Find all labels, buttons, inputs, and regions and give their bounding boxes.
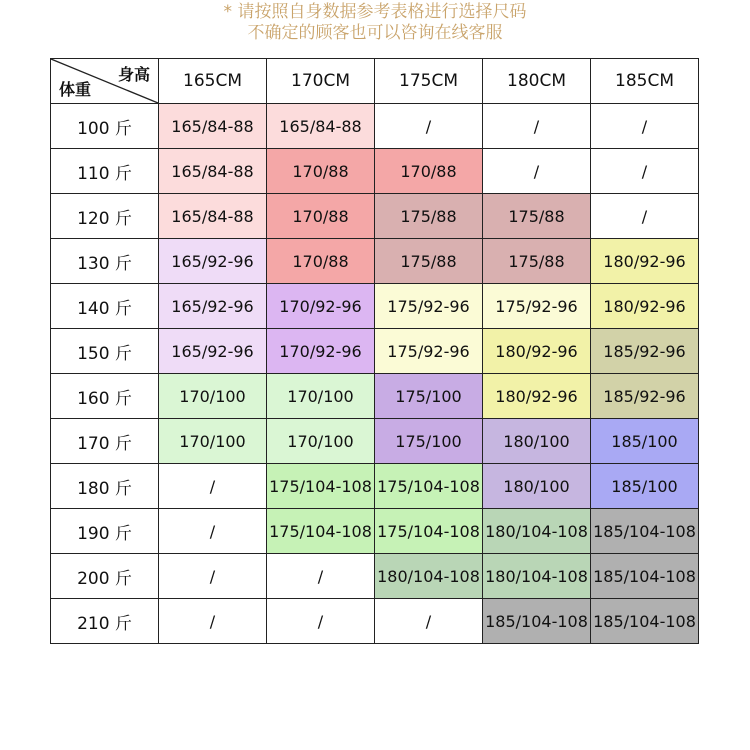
notice-line-2: 不确定的顾客也可以咨询在线客服 (247, 23, 503, 43)
weight-row-header: 110 斤 (51, 149, 159, 194)
weight-row-header: 160 斤 (51, 374, 159, 419)
weight-row-header: 210 斤 (51, 599, 159, 644)
size-cell: 175/92-96 (375, 284, 483, 329)
table-row (51, 554, 699, 599)
size-cell: 165/84-88 (159, 149, 267, 194)
table-row (51, 329, 699, 374)
size-cell: 170/88 (267, 239, 375, 284)
table-row (51, 284, 699, 329)
weight-row-header: 180 斤 (51, 464, 159, 509)
size-cell: 185/104-108 (591, 599, 699, 644)
size-cell: / (375, 599, 483, 644)
size-cell: 175/88 (375, 194, 483, 239)
col-header-165: 165CM (159, 59, 267, 104)
table-row (51, 509, 699, 554)
table-row (51, 149, 699, 194)
size-cell: 185/104-108 (591, 554, 699, 599)
size-cell: 185/92-96 (591, 329, 699, 374)
size-cell: / (375, 104, 483, 149)
height-label: 身高 (117, 65, 150, 84)
weight-row-header: 140 斤 (51, 284, 159, 329)
size-cell: 170/88 (267, 149, 375, 194)
table-row (51, 464, 699, 509)
size-cell: 180/100 (483, 419, 591, 464)
size-cell: 175/104-108 (267, 464, 375, 509)
size-cell: 175/92-96 (375, 329, 483, 374)
size-cell: 180/92-96 (483, 374, 591, 419)
size-cell: 180/92-96 (483, 329, 591, 374)
size-cell: 180/100 (483, 464, 591, 509)
size-cell: / (483, 149, 591, 194)
size-cell: / (267, 554, 375, 599)
size-cell: 180/104-108 (375, 554, 483, 599)
size-cell: / (159, 599, 267, 644)
notice-line-1: * 请按照自身数据参考表格进行选择尺码 (223, 2, 527, 22)
size-cell: 180/92-96 (591, 284, 699, 329)
size-cell: 185/100 (591, 419, 699, 464)
size-cell: 185/100 (591, 464, 699, 509)
size-cell: 180/104-108 (483, 554, 591, 599)
size-cell: 170/88 (267, 194, 375, 239)
size-chart-table (50, 58, 699, 644)
size-cell: 185/104-108 (591, 509, 699, 554)
size-cell: / (591, 104, 699, 149)
table-row (51, 419, 699, 464)
size-cell: 165/84-88 (267, 104, 375, 149)
size-cell: / (591, 149, 699, 194)
size-cell: 165/92-96 (159, 284, 267, 329)
size-cell: 175/100 (375, 419, 483, 464)
size-cell: 165/92-96 (159, 329, 267, 374)
weight-row-header: 130 斤 (51, 239, 159, 284)
table-row (51, 599, 699, 644)
size-cell: / (267, 599, 375, 644)
weight-row-header: 190 斤 (51, 509, 159, 554)
size-cell: 170/100 (267, 374, 375, 419)
size-cell: / (159, 554, 267, 599)
size-cell: 165/84-88 (159, 194, 267, 239)
col-header-180: 180CM (483, 59, 591, 104)
size-cell: 170/92-96 (267, 329, 375, 374)
size-cell: 170/92-96 (267, 284, 375, 329)
size-cell: / (483, 104, 591, 149)
header-row (51, 59, 699, 104)
weight-row-header: 170 斤 (51, 419, 159, 464)
size-cell: 175/92-96 (483, 284, 591, 329)
size-cell: 175/104-108 (375, 464, 483, 509)
size-cell: 180/104-108 (483, 509, 591, 554)
size-cell: 175/104-108 (267, 509, 375, 554)
col-header-175: 175CM (375, 59, 483, 104)
size-cell: 175/100 (375, 374, 483, 419)
size-cell: / (591, 194, 699, 239)
size-cell: 175/104-108 (375, 509, 483, 554)
weight-row-header: 100 斤 (51, 104, 159, 149)
col-header-185: 185CM (591, 59, 699, 104)
weight-label: 体重 (59, 80, 92, 99)
size-cell: / (159, 509, 267, 554)
table-row (51, 374, 699, 419)
size-notice (0, 2, 750, 44)
size-cell: 165/92-96 (159, 239, 267, 284)
corner-cell (51, 59, 159, 104)
table-row (51, 239, 699, 284)
size-cell: 180/92-96 (591, 239, 699, 284)
size-cell: / (159, 464, 267, 509)
size-cell: 170/88 (375, 149, 483, 194)
size-cell: 170/100 (159, 419, 267, 464)
size-cell: 175/88 (375, 239, 483, 284)
size-cell: 170/100 (267, 419, 375, 464)
size-cell: 185/104-108 (483, 599, 591, 644)
table-row (51, 194, 699, 239)
weight-row-header: 120 斤 (51, 194, 159, 239)
size-cell: 175/88 (483, 194, 591, 239)
table-row (51, 104, 699, 149)
col-header-170: 170CM (267, 59, 375, 104)
size-cell: 185/92-96 (591, 374, 699, 419)
size-cell: 165/84-88 (159, 104, 267, 149)
weight-row-header: 150 斤 (51, 329, 159, 374)
size-cell: 175/88 (483, 239, 591, 284)
size-cell: 170/100 (159, 374, 267, 419)
weight-row-header: 200 斤 (51, 554, 159, 599)
